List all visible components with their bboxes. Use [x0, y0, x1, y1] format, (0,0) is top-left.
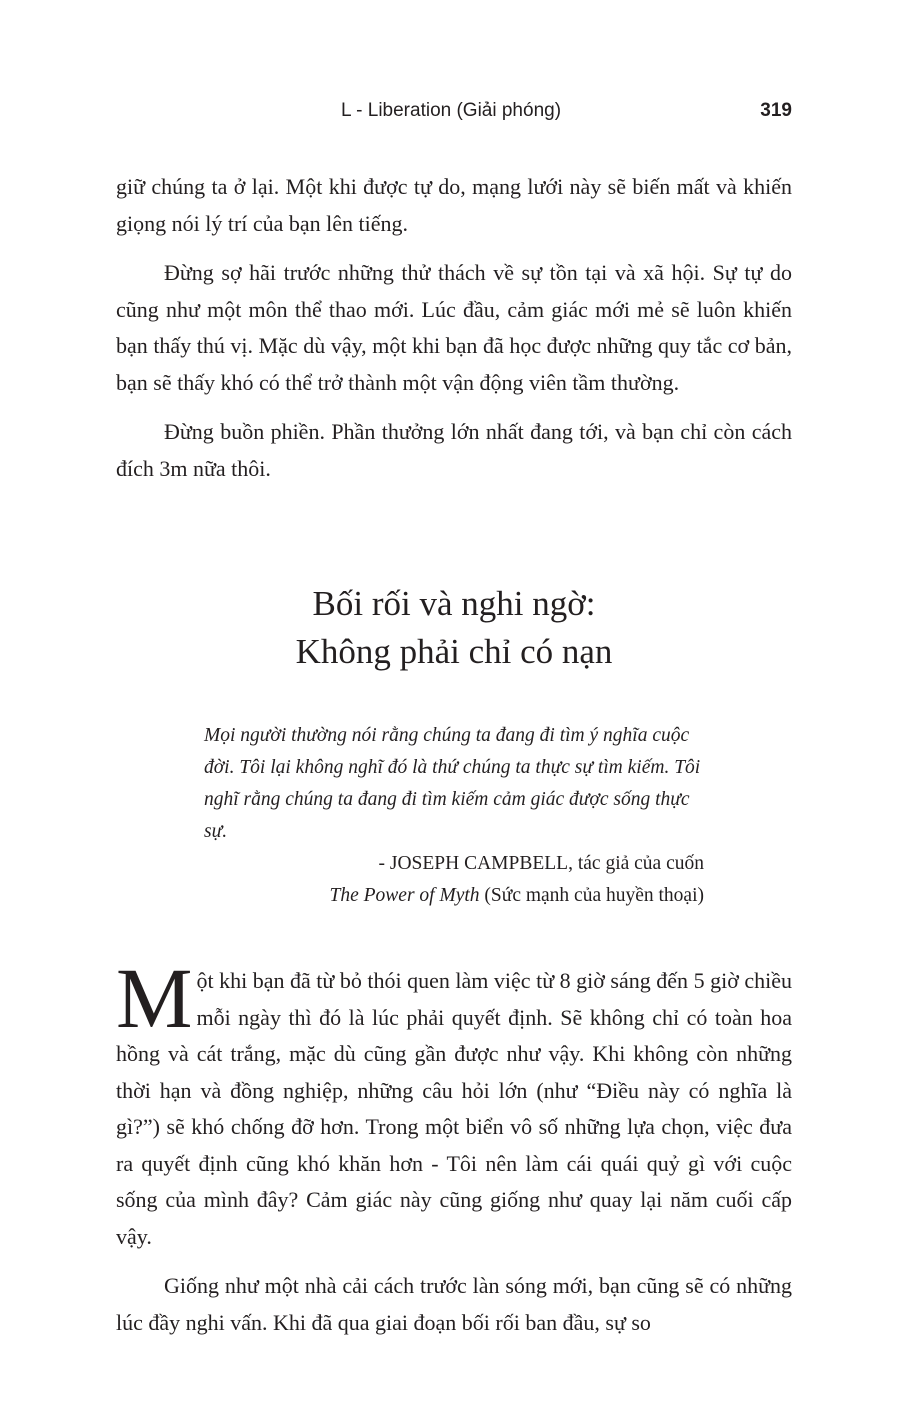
epigraph-source [204, 880, 704, 912]
epigraph-book-title: The Power of Myth [329, 885, 480, 906]
page-number: 319 [760, 100, 792, 121]
running-head: L - Liberation (Giải phóng) [341, 100, 562, 121]
epigraph [204, 720, 704, 912]
paragraph: Giống như một nhà cải cách trước làn sóng mới, bạn cũng sẽ có những lúc đầy nghi vấn. Khi đã qua giai đoạn bối rối ban đầu, sự so [116, 1273, 792, 1335]
drop-cap: M [116, 950, 193, 1046]
body-text [116, 950, 792, 1354]
section-heading-line-2: Không phải chỉ có nạn [295, 632, 613, 671]
epigraph-attribution: - JOSEPH CAMPBELL, tác giả của cuốn [378, 853, 704, 874]
epigraph-quote: Mọi người thường nói rằng chúng ta đang đi tìm ý nghĩa cuộc đời. Tôi lại không nghĩ đó là thứ chúng ta thực sự tìm kiếm. Tôi nghĩ rằng chúng ta đang đi tìm kiếm cảm giác được sống thực sự. [204, 725, 701, 842]
page-header [116, 96, 792, 126]
top-text [116, 169, 792, 500]
section-heading [116, 580, 792, 676]
opening-paragraph-text: ột khi bạn đã từ bỏ thói quen làm việc từ 8 giờ sáng đến 5 giờ chiều mỗi ngày thì đó là lúc phải quyết định. Sẽ không chỉ có toàn hoa hồng và cát trắng, mặc dù cũng gần được như vậy. Khi không còn những thời hạn và đồng nghiệp, những câu hỏi lớn (như “Điều này có nghĩa là gì?”) sẽ khó chống đỡ hơn. Trong một biển vô số những lựa chọn, việc đưa ra quyết định cũng khó khăn hơn - Tôi nên làm cái quái quỷ gì với cuộc sống của mình đây? Cảm giác này cũng giống như quay lại năm cuối cấp vậy. [116, 968, 792, 1249]
opening-paragraph [116, 950, 792, 1255]
paragraph: Đừng sợ hãi trước những thử thách về sự tồn tại và xã hội. Sự tự do cũng như một môn thể thao mới. Lúc đầu, cảm giác mới mẻ sẽ luôn khiến bạn thấy thú vị. Mặc dù vậy, một khi bạn đã học được những quy tắc cơ bản, bạn sẽ thấy khó có thể trở thành một vận động viên tầm thường. [116, 260, 792, 395]
epigraph-book-translation: (Sức mạnh của huyền thoại) [479, 885, 704, 906]
paragraph: Đừng buồn phiền. Phần thưởng lớn nhất đang tới, và bạn chỉ còn cách đích 3m nữa thôi. [116, 419, 792, 481]
section-heading-line-1: Bối rối và nghi ngờ: [312, 584, 596, 623]
paragraph-continuation: giữ chúng ta ở lại. Một khi được tự do, mạng lưới này sẽ biến mất và khiến giọng nói lý trí của bạn lên tiếng. [116, 174, 792, 236]
